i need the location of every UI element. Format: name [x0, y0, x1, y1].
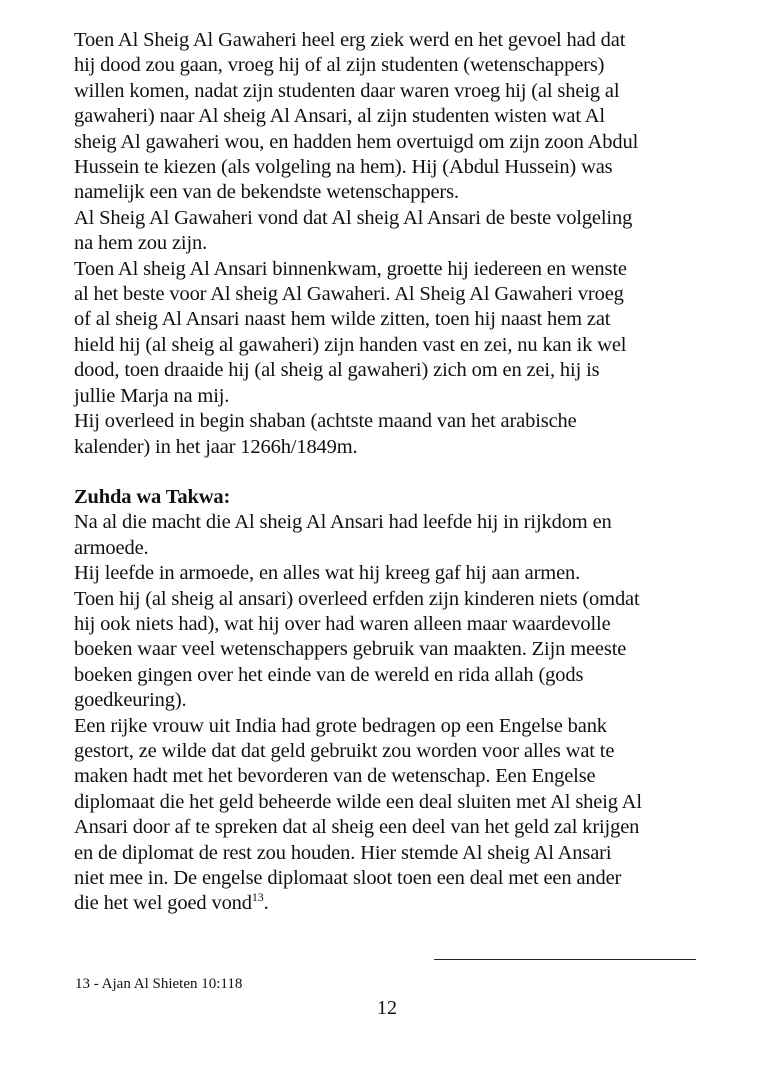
text-line: maken hadt met het bevorderen van de wetenschap. Een Engelse: [74, 765, 596, 788]
text-line: gestort, ze wilde dat dat geld gebruikt zou worden voor alles wat te: [74, 739, 615, 762]
text-line: Hij leefde in armoede, en alles wat hij kreeg gaf hij aan armen.: [74, 562, 581, 585]
text-line: boeken gingen over het einde van de wereld en rida allah (gods: [74, 663, 584, 686]
text-line: niet mee in. De engelse diplomaat sloot toen een deal met een ander: [74, 867, 622, 889]
footnote: 13 - Ajan Al Shieten 10:118: [75, 976, 243, 992]
text-line: Toen Al sheig Al Ansari binnenkwam, groette hij iedereen en wenste: [74, 257, 627, 280]
text-line: jullie Marja na mij.: [74, 384, 230, 407]
last-line-period: .: [263, 892, 269, 915]
text-line: diplomaat die het geld beheerde wilde een deal sluiten met Al sheig Al: [74, 790, 642, 813]
section-zuhda-wa-takwa: [74, 485, 714, 917]
text-line: Hussein te kiezen (als volgeling na hem). Hij (Abdul Hussein) was: [74, 156, 613, 179]
text-line-last: [74, 891, 714, 916]
paragraph-1: [74, 28, 714, 460]
paragraph-gap: [74, 460, 714, 485]
text-line: boeken waar veel wetenschappers gebruik van maakten. Zijn meeste: [74, 638, 627, 661]
page-number: 12: [377, 997, 397, 1019]
text-line: Al Sheig Al Gawaheri vond dat Al sheig Al Ansari de beste volgeling: [74, 206, 633, 229]
text-line: willen komen, nadat zijn studenten daar waren vroeg hij (al sheig al: [74, 79, 620, 102]
text-line: namelijk een van de bekendste wetenschappers.: [74, 181, 459, 204]
footnote-reference[interactable]: 13: [251, 890, 264, 905]
text-line: kalender) in het jaar 1266h/1849m.: [74, 435, 358, 458]
text-line: dood, toen draaide hij (al sheig al gawaheri) zich om en zei, hij is: [74, 359, 600, 382]
text-line: hij dood zou gaan, vroeg hij of al zijn studenten (wetenschappers): [74, 54, 605, 77]
text-line: of al sheig Al Ansari naast hem wilde zitten, toen hij naast hem zat: [74, 308, 611, 331]
text-line: armoede.: [74, 536, 149, 559]
text-line: sheig Al gawaheri wou, en hadden hem overtuigd om zijn zoon Abdul: [74, 130, 639, 153]
text-line: Een rijke vrouw uit India had grote bedragen op een Engelse bank: [74, 714, 607, 737]
text-line: gawaheri) naar Al sheig Al Ansari, al zijn studenten wisten wat Al: [74, 105, 605, 128]
text-line: Toen hij (al sheig al ansari) overleed erfden zijn kinderen niets (omdat: [74, 587, 640, 610]
page-body: [74, 28, 714, 917]
footnote-divider: [434, 959, 696, 960]
last-line-text: die het wel goed vond: [74, 892, 252, 915]
text-line: Ansari door af te spreken dat al sheig een deel van het geld zal krijgen: [74, 816, 640, 839]
text-line: hield hij (al sheig al gawaheri) zijn handen vast en zei, nu kan ik wel: [74, 333, 627, 356]
text-line: Na al die macht die Al sheig Al Ansari had leefde hij in rijkdom en: [74, 511, 612, 534]
text-line: hij ook niets had), wat hij over had waren alleen maar waardevolle: [74, 612, 611, 635]
text-line: al het beste voor Al sheig Al Gawaheri. Al Sheig Al Gawaheri vroeg: [74, 283, 624, 306]
text-line: na hem zou zijn.: [74, 232, 208, 255]
text-line: Hij overleed in begin shaban (achtste maand van het arabische: [74, 410, 577, 433]
text-line: en de diplomat de rest zou houden. Hier stemde Al sheig Al Ansari: [74, 841, 612, 864]
section-heading: Zuhda wa Takwa:: [74, 485, 231, 508]
text-line: Toen Al Sheig Al Gawaheri heel erg ziek werd en het gevoel had dat: [74, 29, 626, 51]
text-line: goedkeuring).: [74, 689, 187, 712]
